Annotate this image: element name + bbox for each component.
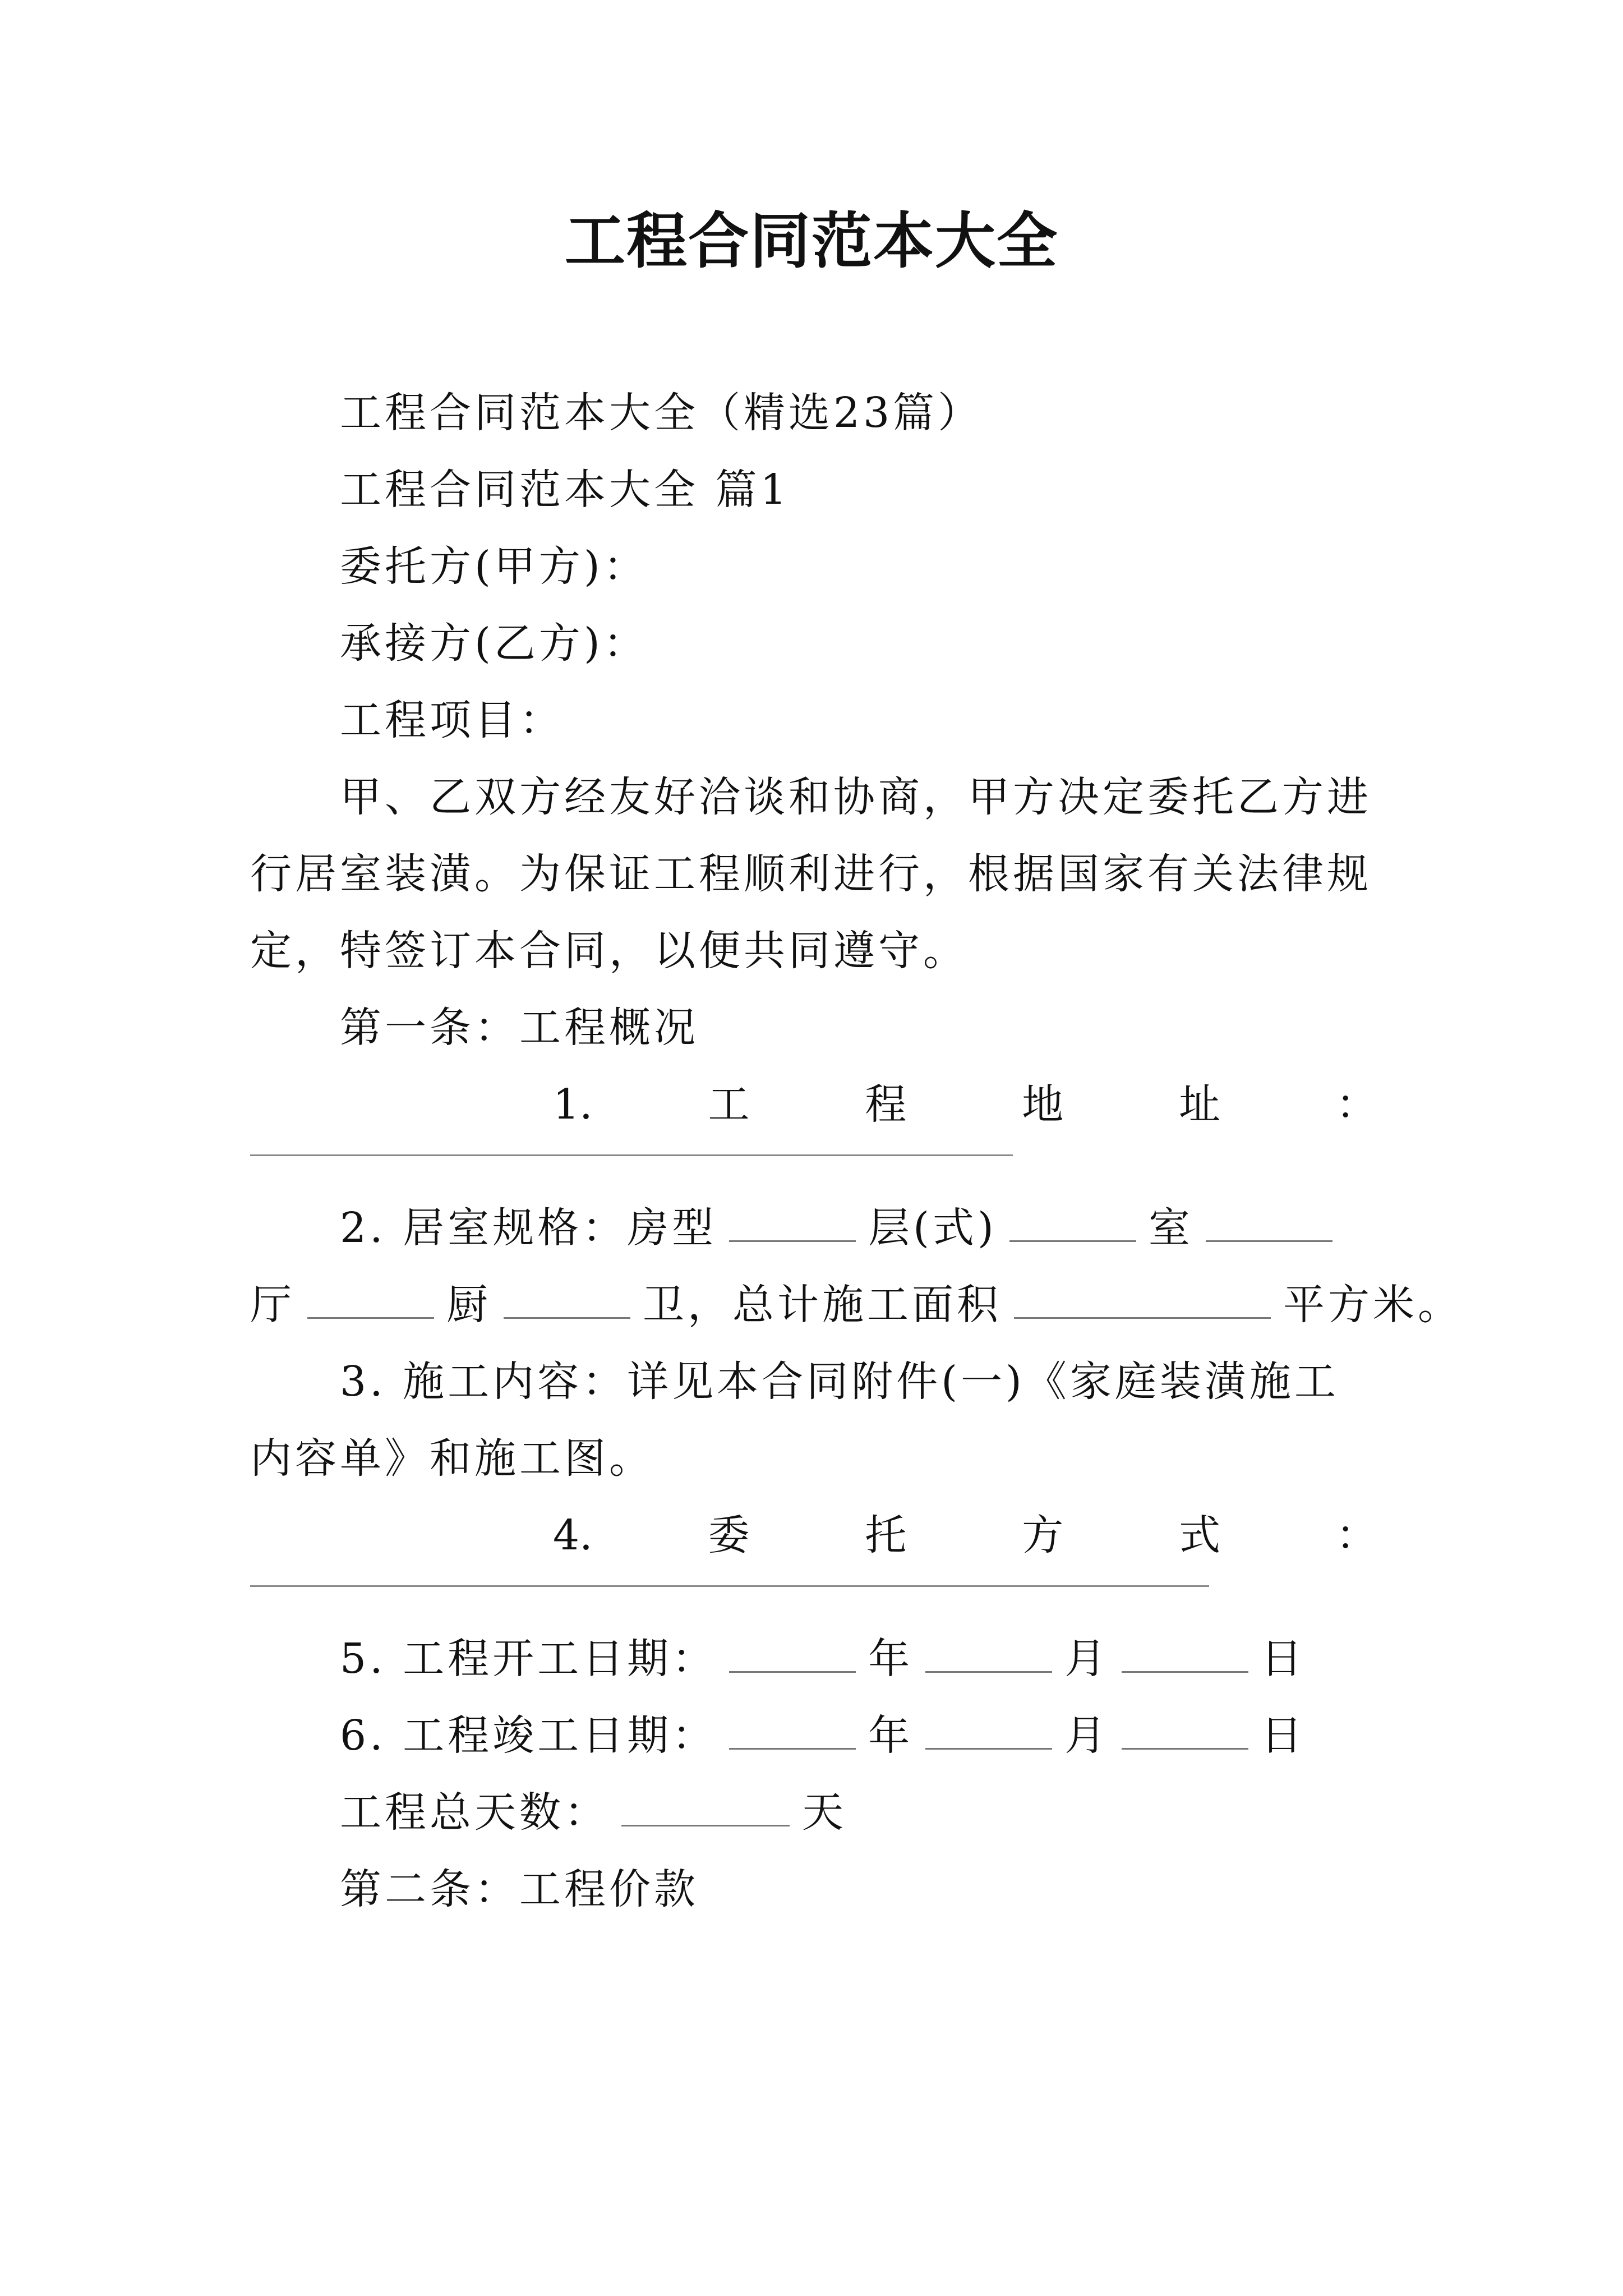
item-5-label: 5. 工程开工日期： — [340, 1635, 717, 1683]
total-days-line — [250, 1774, 1377, 1851]
item-1-char: ： — [1335, 1080, 1377, 1129]
item-1-number: 1. — [553, 1080, 593, 1129]
floor-label: 层(式) — [868, 1204, 997, 1252]
item-6-label: 6. 工程竣工日期： — [340, 1711, 717, 1760]
hall-label: 厅 — [250, 1281, 295, 1329]
item-3-line: 3. 施工内容：详见本合同附件(一)《家庭装潢施工内容单》和施工图。 — [250, 1358, 1339, 1483]
item-4-char: ： — [1335, 1511, 1377, 1559]
end-day-blank[interactable] — [1122, 1710, 1248, 1750]
party-b-line: 承接方(乙方)： — [340, 619, 648, 668]
hall-blank[interactable] — [307, 1279, 434, 1319]
document-title: 工程合同范本大全 — [564, 206, 1058, 277]
section-2-heading: 第二条：工程价款 — [340, 1865, 699, 1913]
item-4-char: 式 — [1179, 1511, 1221, 1559]
floorplan-blank[interactable] — [729, 1202, 856, 1242]
total-days-blank[interactable] — [621, 1787, 790, 1826]
floor-blank[interactable] — [1009, 1202, 1136, 1242]
room-label: 室 — [1148, 1204, 1193, 1252]
document-subtitle: 工程合同范本大全（精选23篇） — [340, 389, 983, 437]
item-6-line — [250, 1697, 1377, 1774]
item-1-char: 址 — [1179, 1080, 1221, 1129]
item-4-char: 委 — [708, 1511, 750, 1559]
intro-paragraph: 甲、乙双方经友好洽谈和协商，甲方决定委托乙方进行居室装潢。为保证工程顺利进行，根据国家有关法律规定，特签订本合同，以便共同遵守。 — [250, 773, 1372, 975]
address-blank-line[interactable] — [250, 1154, 1013, 1156]
start-year-label: 年 — [868, 1635, 914, 1683]
document-body — [250, 375, 1463, 1928]
area-unit: 平方米。 — [1283, 1281, 1463, 1329]
kitchen-label: 厨 — [446, 1281, 491, 1329]
area-blank[interactable] — [1014, 1279, 1271, 1319]
total-days-label: 工程总天数： — [340, 1788, 609, 1837]
item-2-label: 2. 居室规格：房型 — [340, 1204, 717, 1252]
start-year-blank[interactable] — [729, 1633, 856, 1673]
room-blank[interactable] — [1206, 1202, 1332, 1242]
end-year-label: 年 — [868, 1711, 914, 1760]
article-heading: 工程合同范本大全 篇1 — [340, 466, 790, 514]
item-4-number: 4. — [553, 1511, 593, 1559]
party-a-line: 委托方(甲方)： — [340, 542, 648, 591]
end-day-label: 日 — [1261, 1711, 1306, 1760]
item-1-char: 地 — [1022, 1080, 1064, 1129]
item-4-char: 托 — [865, 1511, 907, 1559]
start-day-label: 日 — [1261, 1635, 1306, 1683]
start-month-label: 月 — [1064, 1635, 1110, 1683]
start-day-blank[interactable] — [1122, 1633, 1248, 1673]
item-1-char: 工 — [708, 1080, 750, 1129]
start-month-blank[interactable] — [925, 1633, 1052, 1673]
end-year-blank[interactable] — [729, 1710, 856, 1750]
section-1-heading: 第一条：工程概况 — [340, 1004, 699, 1052]
method-blank-line[interactable] — [250, 1585, 1209, 1587]
bath-label: 卫，总计施工面积 — [643, 1281, 1002, 1329]
item-4-char: 方 — [1022, 1511, 1064, 1559]
item-2-line-2 — [250, 1267, 1463, 1343]
item-2-line-1 — [250, 1190, 1377, 1267]
total-days-unit: 天 — [802, 1788, 847, 1837]
item-1-char: 程 — [865, 1080, 907, 1129]
item-1-address — [553, 1066, 1377, 1143]
item-5-line — [250, 1621, 1377, 1697]
end-month-blank[interactable] — [925, 1710, 1052, 1750]
item-4-method — [553, 1497, 1377, 1574]
kitchen-blank[interactable] — [504, 1279, 630, 1319]
end-month-label: 月 — [1064, 1711, 1110, 1760]
project-line: 工程项目： — [340, 696, 564, 744]
